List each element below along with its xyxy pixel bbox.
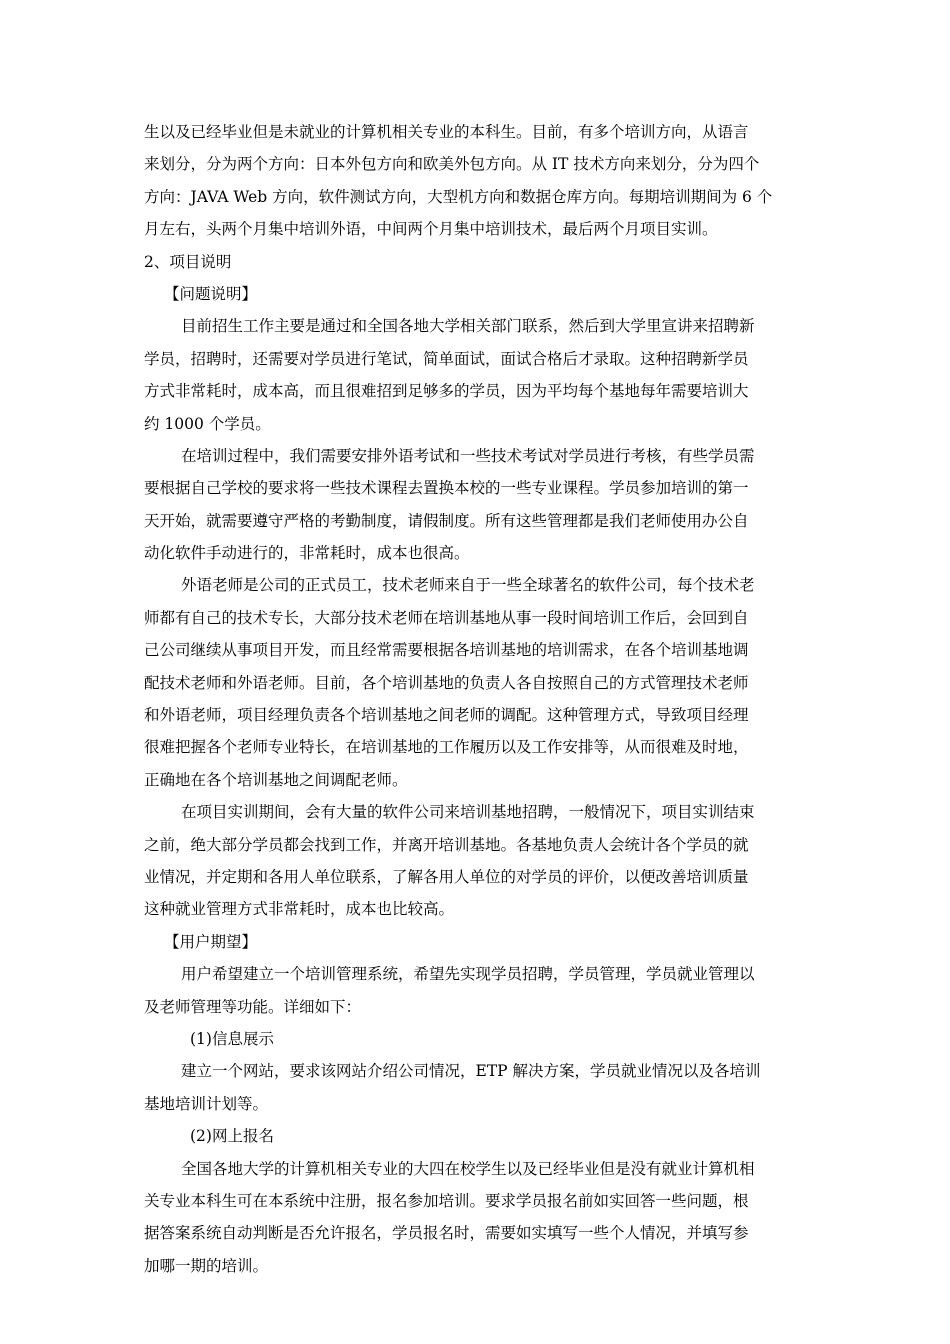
text-line: 目前招生工作主要是通过和全国各地大学相关部门联系，然后到大学里宣讲来招聘新 <box>181 317 755 336</box>
text-line: 在培训过程中，我们需要安排外语考试和一些技术考试对学员进行考核，有些学员需 <box>181 446 755 465</box>
text-line: 用户希望建立一个培训管理系统，希望先实现学员招聘，学员管理，学员就业管理以 <box>181 965 755 984</box>
text-line: 建立一个网站，要求该网站介绍公司情况，ETP 解决方案，学员就业情况以及各培训 <box>181 1062 761 1081</box>
text-line: 己公司继续从事项目开发，而且经常需要根据各培训基地的培训需求，在各个培训基地调 <box>144 641 749 660</box>
text-line: 天开始，就需要遵守严格的考勤制度，请假制度。所有这些管理都是我们老师使用办公自 <box>144 511 749 530</box>
text-line: 据答案系统自动判断是否允许报名，学员报名时，需要如实填写一些个人情况，并填写参 <box>144 1224 749 1243</box>
item2-paragraph <box>144 1153 808 1283</box>
text-line: 之前，绝大部分学员都会找到工作，并离开培训基地。各基地负责人会统计各个学员的就 <box>144 835 749 854</box>
item2-title: (2)网上报名 <box>190 1127 274 1146</box>
text-line: 全国各地大学的计算机相关专业的大四在校学生以及已经毕业但是没有就业计算机相 <box>181 1159 755 1178</box>
text-line: 要根据自己学校的要求将一些技术课程去置换本校的一些专业课程。学员参加培训的第一 <box>144 479 749 498</box>
text-line: 在项目实训期间，会有大量的软件公司来培训基地招聘，一般情况下，项目实训结束 <box>181 803 755 822</box>
text-line: 及老师管理等功能。详细如下： <box>144 997 362 1016</box>
problem-paragraph-2 <box>144 440 808 570</box>
text-line: 月左右，头两个月集中培训外语，中间两个月集中培训技术，最后两个月项目实训。 <box>144 220 718 239</box>
text-line: 关专业本科生可在本系统中注册，报名参加培训。要求学员报名前如实回答一些问题，根 <box>144 1191 749 1210</box>
text-line: 这种就业管理方式非常耗时，成本也比较高。 <box>144 900 455 919</box>
text-line: 方式非常耗时，成本高，而且很难招到足够多的学员，因为平均每个基地每年需要培训大 <box>144 382 749 401</box>
text-line: 师都有自己的技术专长，大部分技术老师在培训基地从事一段时间培训工作后，会回到自 <box>144 608 749 627</box>
text-line: 生以及已经毕业但是未就业的计算机相关专业的本科生。目前，有多个培训方向，从语言 <box>144 123 749 141</box>
problem-paragraph-3 <box>144 569 808 796</box>
section-heading: 2、项目说明 <box>144 252 232 271</box>
text-line: 方向：JAVA Web 方向，软件测试方向，大型机方向和数据仓库方向。每期培训期间为 6 个 <box>144 187 773 206</box>
problem-paragraph-4 <box>144 796 808 926</box>
item1-paragraph <box>144 1055 808 1120</box>
text-line: 动化软件手动进行的，非常耗时，成本也很高。 <box>144 544 470 563</box>
text-line: 来划分，分为两个方向：日本外包方向和欧美外包方向。从 IT 技术方向来划分，分为四个 <box>144 155 760 174</box>
item1-title: (1)信息展示 <box>190 1029 274 1048</box>
expect-heading: 【用户期望】 <box>164 932 258 951</box>
text-line: 配技术老师和外语老师。目前，各个培训基地的负责人各自按照自己的方式管理技术老师 <box>144 673 749 692</box>
text-line: 业情况，并定期和各用人单位联系，了解各用人单位的对学员的评价，以便改善培训质量 <box>144 867 749 886</box>
problem-heading: 【问题说明】 <box>164 284 258 303</box>
document-body <box>144 116 808 1282</box>
text-line: 和外语老师，项目经理负责各个培训基地之间老师的调配。这种管理方式，导致项目经理 <box>144 706 749 725</box>
expect-paragraph <box>144 958 808 1023</box>
text-line: 约 1000 个学员。 <box>144 414 271 433</box>
text-line: 加哪一期的培训。 <box>144 1256 269 1275</box>
problem-paragraph-1 <box>144 310 808 440</box>
text-line: 很难把握各个老师专业特长，在培训基地的工作履历以及工作安排等，从而很难及时地， <box>144 738 749 757</box>
text-line: 外语老师是公司的正式员工，技术老师来自于一些全球著名的软件公司，每个技术老 <box>181 576 755 595</box>
text-line: 正确地在各个培训基地之间调配老师。 <box>144 770 408 789</box>
text-line: 基地培训计划等。 <box>144 1094 269 1113</box>
text-line: 学员，招聘时，还需要对学员进行笔试，简单面试，面试合格后才录取。这种招聘新学员 <box>144 349 749 368</box>
intro-paragraph <box>144 116 808 246</box>
